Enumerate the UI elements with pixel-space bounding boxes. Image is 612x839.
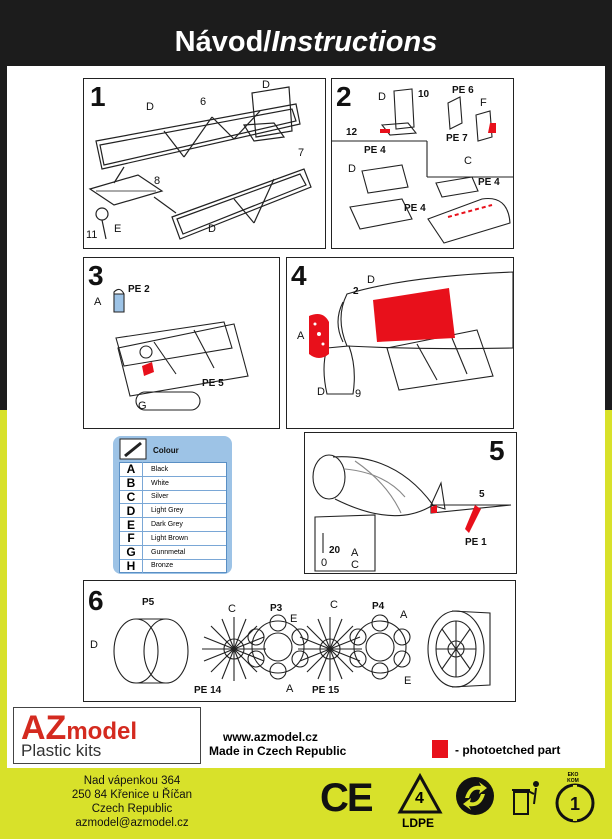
legend-row: [120, 491, 226, 505]
label-10: 10: [418, 89, 430, 100]
step-3-panel: [83, 257, 280, 429]
label-20: 20: [329, 545, 341, 556]
step-number: 1: [90, 81, 106, 112]
step-6-panel: [83, 580, 516, 702]
label-8: 8: [154, 175, 161, 187]
legend-value: Silver: [151, 493, 169, 501]
step-number: 2: [336, 81, 352, 112]
legend-table: [119, 462, 227, 573]
legend-title: Colour: [153, 446, 179, 455]
label-e: E: [290, 613, 298, 625]
legend-key: D: [120, 504, 143, 518]
label-a: A: [351, 547, 359, 559]
step-4-panel: [286, 257, 514, 429]
legend-row: [120, 477, 226, 491]
label-f: F: [480, 97, 487, 109]
address-line: Czech Republic: [91, 803, 173, 815]
label-p5: P5: [142, 597, 155, 608]
recycle-ldpe-icon: [396, 772, 444, 836]
azmodel-logo: [13, 707, 201, 764]
page-title: Návod/Instructions: [174, 26, 438, 58]
label-d: D: [348, 163, 356, 175]
legend-value: Bronze: [151, 562, 174, 570]
label-a: A: [400, 609, 408, 621]
legend-key: F: [120, 531, 143, 545]
label-pe15: PE 15: [312, 685, 340, 696]
photoetch-swatch: [432, 740, 448, 758]
recycle-number: 4: [415, 790, 424, 807]
label-e: E: [114, 223, 122, 235]
label-2: 2: [353, 286, 359, 297]
email-text: azmodel@azmodel.cz: [75, 817, 189, 829]
step-number: 3: [88, 260, 104, 291]
label-d: D: [90, 639, 98, 651]
label-p3: P3: [270, 603, 283, 614]
label-pe5: PE 5: [202, 378, 224, 389]
label-pe6: PE 6: [452, 85, 474, 96]
legend-row: [120, 463, 226, 477]
legend-row: [120, 504, 226, 518]
label-d: D: [146, 101, 154, 113]
label-0: 0: [321, 557, 328, 569]
label-g: G: [138, 400, 147, 412]
label-pe2: PE 2: [128, 284, 150, 295]
label-12: 12: [346, 127, 358, 138]
label-9: 9: [355, 388, 362, 400]
ce-mark-icon: CE: [320, 776, 372, 820]
step-4-drawing: [287, 258, 513, 428]
label-a: A: [94, 296, 102, 308]
legend-key: B: [120, 476, 143, 490]
step-1-panel: [83, 78, 326, 249]
svg-text:1: 1: [570, 794, 581, 814]
label-d: D: [208, 223, 216, 235]
legend-row: [120, 532, 226, 546]
colour-legend: [113, 436, 232, 574]
label-6: 6: [200, 96, 207, 108]
legend-row: [120, 518, 226, 532]
label-a: A: [297, 330, 305, 342]
label-pe1: PE 1: [465, 537, 487, 548]
step-number: 5: [489, 435, 505, 466]
step-3-drawing: [84, 258, 279, 428]
legend-value: Dark Grey: [151, 521, 183, 529]
made-in-text: Made in Czech Republic: [209, 744, 347, 758]
label-d: D: [378, 91, 386, 103]
photoetch-legend-text: - photoetched part: [455, 743, 561, 757]
legend-key: A: [120, 462, 143, 476]
label-c: C: [228, 603, 236, 615]
label-11: 11: [86, 229, 98, 241]
label-d: D: [262, 79, 270, 91]
label-7: 7: [298, 147, 305, 159]
legend-key: E: [120, 518, 143, 532]
legend-value: Light Brown: [151, 534, 188, 542]
label-c: C: [351, 559, 359, 571]
step-number: 4: [291, 260, 307, 291]
legend-value: Gunnmetal: [151, 548, 186, 556]
label-e: E: [404, 675, 412, 687]
address-line: Nad vápenkou 364: [83, 775, 181, 787]
website-text: www.azmodel.cz: [223, 730, 318, 744]
label-c: C: [330, 599, 338, 611]
legend-value: White: [151, 479, 169, 487]
legend-value: Black: [151, 465, 169, 473]
label-p4: P4: [372, 601, 385, 612]
label-d: D: [317, 386, 325, 398]
eko-kom-label: EKO KOM: [567, 772, 579, 784]
label-c: C: [464, 155, 472, 167]
label-d: D: [367, 274, 375, 286]
label-pe4: PE 4: [404, 203, 426, 214]
recycle-label: LDPE: [402, 816, 435, 830]
label-a: A: [286, 683, 294, 695]
logo-wordmark: AZmodel: [21, 709, 138, 747]
company-address: [52, 774, 212, 830]
legend-value: Light Grey: [151, 507, 184, 515]
step-number: 6: [88, 585, 104, 616]
step-2-panel: [331, 78, 514, 249]
address-line: 250 84 Křenice u Říčan: [71, 789, 193, 801]
legend-key: G: [120, 545, 143, 559]
label-5: 5: [479, 489, 485, 500]
eko-kom-icon: [552, 772, 598, 832]
logo-subtitle: Plastic kits: [21, 741, 102, 760]
label-pe14: PE 14: [194, 685, 222, 696]
label-pe4: PE 4: [364, 145, 386, 156]
legend-row: [120, 560, 226, 573]
legend-key: H: [120, 559, 143, 573]
legend-key: C: [120, 490, 143, 504]
legend-row: [120, 546, 226, 560]
label-pe7: PE 7: [446, 133, 468, 144]
label-pe4: PE 4: [478, 177, 500, 188]
step-5-panel: [304, 432, 517, 574]
brush-icon: [119, 438, 149, 462]
